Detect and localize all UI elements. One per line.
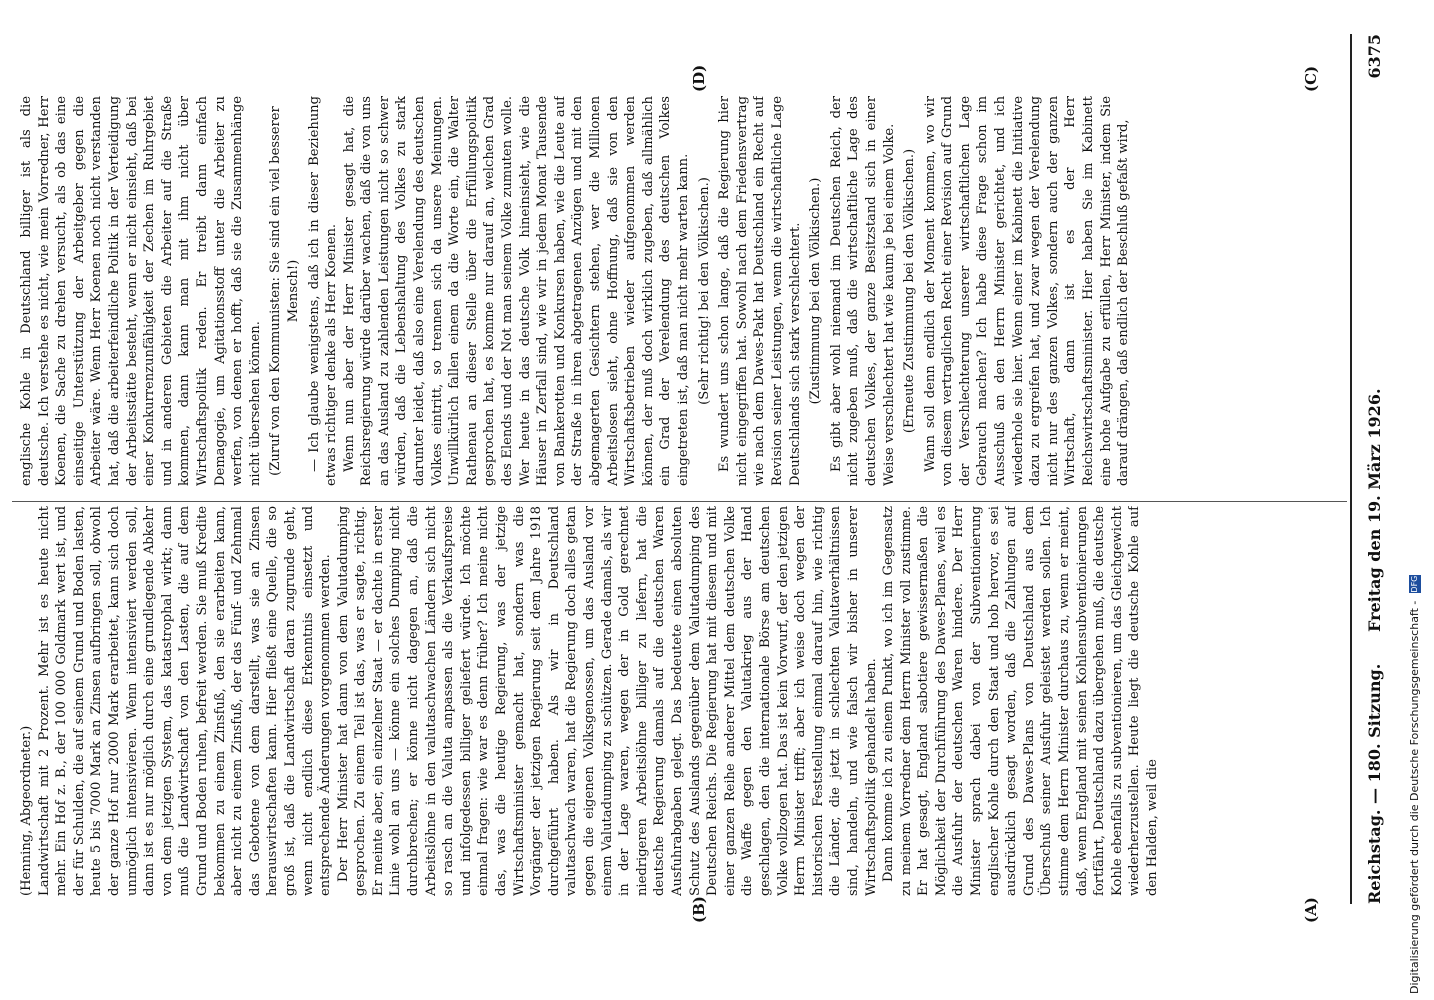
- footer-text: Digitalisierung gefördert durch die Deutsche Forschungsgemeinschaft -: [1408, 600, 1421, 994]
- header-date: Freitag den 19. März 1926.: [1365, 388, 1384, 632]
- interjection: (Erneute Zustimmung bei den Völkischen.): [902, 148, 918, 434]
- paragraph: Der Herr Minister hat dann von dem Valutadumping gesprochen. Zu einem Teil ist das, was er sagte, richtig. Er meinte aber, ein einzelner Staat — er dachte in erster Linie wohl an uns — könne ein solches Dumping nicht durchbrechen; er könne nicht dagegen an, daß die Arbeitslöhne in den valutaschwachen Ländern sich nicht so rasch an die Valuta anpassen als die Verkaufspreise und infolgedessen billiger geliefert würde. Ich möchte einmal fragen: wie war es denn früher? Ich meine nicht das, was die heutige Regierung, was der jetzige Wirtschaftsminister gemacht hat, sondern was die Vorgänger der jetzigen Regierung seit dem Jahre 1918 durchgeführt haben. Als wir in Deutschland valutaschwach waren, hat die Regierung doch alles getan gegen die eigenen Volksgenossen, um das Ausland vor einem Valutadumping zu schützen. Gerade damals, als wir in der Lage waren, wegen der in Gold gerechnet niedrigeren Arbeitslöhne billiger zu liefern, hat die deutsche Regierung damals auf die deutschen Waren Ausfuhrabgaben gelegt. Das bedeutete einen absoluten Schutz des Auslands gegenüber dem Valutadumping des Deutschen Reichs. Die Regierung hat mit diesem und mit einer ganzen Reihe anderer Mittel dem deutschen Volke die Waffe gegen den Valutakrieg aus der Hand geschlagen, den die internationale Börse am deutschen Volke vollzogen hat. Das ist kein Vorwurf, der den jetzigen Herrn Minister trifft; aber ich weise doch wegen der historischen Feststellung einmal darauf hin, wie richtig die Länder, die jetzt in schlechten Valutaverhältnissen sind, handeln, und wie falsch wir bisher in unserer Wirtschaftspolitik gehandelt haben.: [335, 506, 879, 896]
- right-column: [18, 96, 1344, 486]
- paragraph: Dann komme ich zu einem Punkt, wo ich im Gegensatz zu meinem Vorredner dem Herrn Minister voll zustimme. Er hat gesagt, England sabotiere gewissermaßen die Möglichkeit der Durchführung des Dawes-Planes, weil es die Ausfuhr der deutschen Waren hindere. Der Herr Minister sprach dabei von der Subventionierung englischer Kohle durch den Staat und hob hervor, es sei ausdrücklich gesagt worden, daß die Zahlungen auf Grund des Dawes-Plans von Deutschland aus dem Überschuß seiner Ausfuhr geleistet werden sollen. Ich stimme dem Herrn Minister durchaus zu, wenn er meint, daß, wenn England mit seinen Kohlensubventionierungen fortfährt, Deutschland dazu übergehen muß, die deutsche Kohle ebenfalls zu subventionieren, um das Gleichgewicht wiederherzustellen. Heute liegt die deutsche Kohle auf den Halden, weil die: [881, 506, 1160, 896]
- header-rule: [1350, 34, 1352, 904]
- interjection: (Zuruf von den Kommunisten: Sie sind ein viel besserer Mensch!): [268, 106, 301, 476]
- paragraph: — Ich glaube wenigstens, daß ich in dieser Beziehung etwas richtiger denke als Herr Koenen.: [306, 96, 340, 486]
- paragraph: Wann soll denn endlich der Moment kommen, wo wir von diesem vertraglichen Recht einer Revision auf Grund der Verschlechterung unserer wirtschaftlichen Lage Gebrauch machen? Ich habe diese Frage schon im Ausschuß an den Herrn Minister gerichtet, und ich wiederhole sie hier. Wenn einer im Kabinett die Initiative dazu zu ergreifen hat, und zwar wegen der Verelendung nicht nur des ganzen Volkes, sondern auch der ganzen Wirtschaft, dann ist es der Herr Reichswirtschaftsminister. Hier haben Sie im Kabinett eine hohe Aufgabe zu erfüllen, Herr Minister, indem Sie darauf drängen, daß endlich der Beschluß gefaßt wird,: [922, 96, 1132, 486]
- margin-mark-d: (D): [690, 64, 708, 92]
- page-header: [1365, 34, 1391, 904]
- header-left: Reichstag. — 180. Sitzung.: [1365, 663, 1384, 904]
- margin-mark-a: (A): [1302, 897, 1320, 923]
- paragraph: englische Kohle in Deutschland billiger ist als die deutsche. Ich verstehe es nicht, wie mein Vorredner, Herr Koenen, die Sache zu drehen versucht, als ob das eine einseitige Unterstützung der Arbeitgeber gegen die Arbeiter wäre. Wenn Herr Koenen noch nicht verstanden hat, daß die arbeiterfeindliche Politik in der Verteidigung der Arbeitsstätte besteht, wenn er nicht einsieht, daß bei einer Konkurrenzunfähigkeit der Zechen im Ruhrgebiet und in anderen Gebieten die Arbeiter auf die Straße kommen, dann kann man mit ihm nicht über Wirtschaftspolitik reden. Er treibt dann einfach Demagogie, um Agitationsstoff unter die Arbeiter zu werfen, von denen er hofft, daß sie die Zusammenhänge nicht übersehen können.: [19, 96, 263, 486]
- dfg-logo-icon: DFG: [1410, 575, 1419, 593]
- margin-mark-b: (B): [690, 896, 708, 923]
- column-divider: [12, 501, 1347, 502]
- interjection: (Zustimmung bei den Völkischen.): [808, 177, 824, 405]
- paragraph: Wenn nun aber der Herr Minister gesagt hat, die Reichsregierung würde darüber wachen, daß die von uns an das Ausland zu zahlenden Leistungen nicht so schwer würden, daß die Lebenshaltung des Volkes zu stark darunter leidet, daß also eine Verelendung des deutschen Volkes eintritt, so trennen sich da unsere Meinungen. Unwillkürlich fallen einem da die Worte ein, die Walter Rathenau an dieser Stelle über die Erfüllungspolitik gesprochen hat, es komme nur darauf an, welchen Grad des Elends und der Not man seinem Volke zumuten wolle. Wer heute in das deutsche Volk hineinsieht, wie die Häuser in Zerfall sind, wie wir in jedem Monat Tausende von Bankerotten und Konkursen haben, wie die Leute auf der Straße in ihren abgetragenen Anzügen und mit den abgemagerten Gesichtern stehen, wer die Millionen Arbeitslosen sieht, ohne Hoffnung, daß sie von den Wirtschaftsbetrieben wieder aufgenommen werden können, der muß doch wirklich zugeben, daß allmählich ein Grad der Verelendung des deutschen Volkes eingetreten ist, daß man nicht mehr warten kann.: [341, 96, 691, 486]
- page-number: 6375: [1365, 34, 1384, 79]
- paragraph: Landwirtschaft mit 2 Prozent. Mehr ist es heute nicht mehr. Ein Hof z. B., der 100 000 Goldmark wert ist, und der für Schulden, die auf seinem Grund und Boden lasten, heute 5 bis 7000 Mark an Zinsen aufbringen soll, obwohl der ganze Hof nur 2000 Mark erarbeitet, kann sich doch unmöglich intensivieren. Wenn intensiviert werden soll, dann ist es nur möglich durch eine grundlegende Abkehr von dem jetzigen System, das katastrophal wirkt; dann muß die Landwirtschaft von den Lasten, die auf dem Grund und Boden ruhen, befreit werden. Sie muß Kredite bekommen zu einem Zinsfuß, den sie erarbeiten kann, aber nicht zu einem Zinsfuß, der das Fünf- und Zehnmal das Gebotene von dem darstellt, was sie an Zinsen herauswirtschaften kann. Hier fließt eine Quelle, die so groß ist, daß die Landwirtschaft daran zugrunde geht, wenn nicht endlich diese Erkenntnis einsetzt und entsprechende Änderungen vorgenommen werden.: [36, 506, 334, 896]
- digitization-footer: [1408, 4, 1428, 994]
- left-column: [18, 506, 1344, 896]
- interjection: (Sehr richtig! bei den Völkischen.): [696, 177, 712, 405]
- speaker-line: (Henning, Abgeordneter.): [19, 725, 34, 896]
- paragraph: Es wundert uns schon lange, daß die Regierung hier nicht eingegriffen hat. Sowohl nach dem Friedensvertrag wie nach dem Dawes-Pakt hat Deutschland ein Recht auf Revision seiner Leistungen, wenn die wirtschaftliche Lage Deutschlands sich stark verschlechtert.: [717, 96, 803, 486]
- paragraph: Es gibt aber wohl niemand im Deutschen Reich, der nicht zugeben muß, daß die wirtschaftliche Lage des deutschen Volkes, der ganze Besitzstand sich in einer Weise verschlechtert hat wie kaum je bei einem Volke.: [828, 96, 897, 486]
- margin-mark-c: (C): [1302, 65, 1320, 92]
